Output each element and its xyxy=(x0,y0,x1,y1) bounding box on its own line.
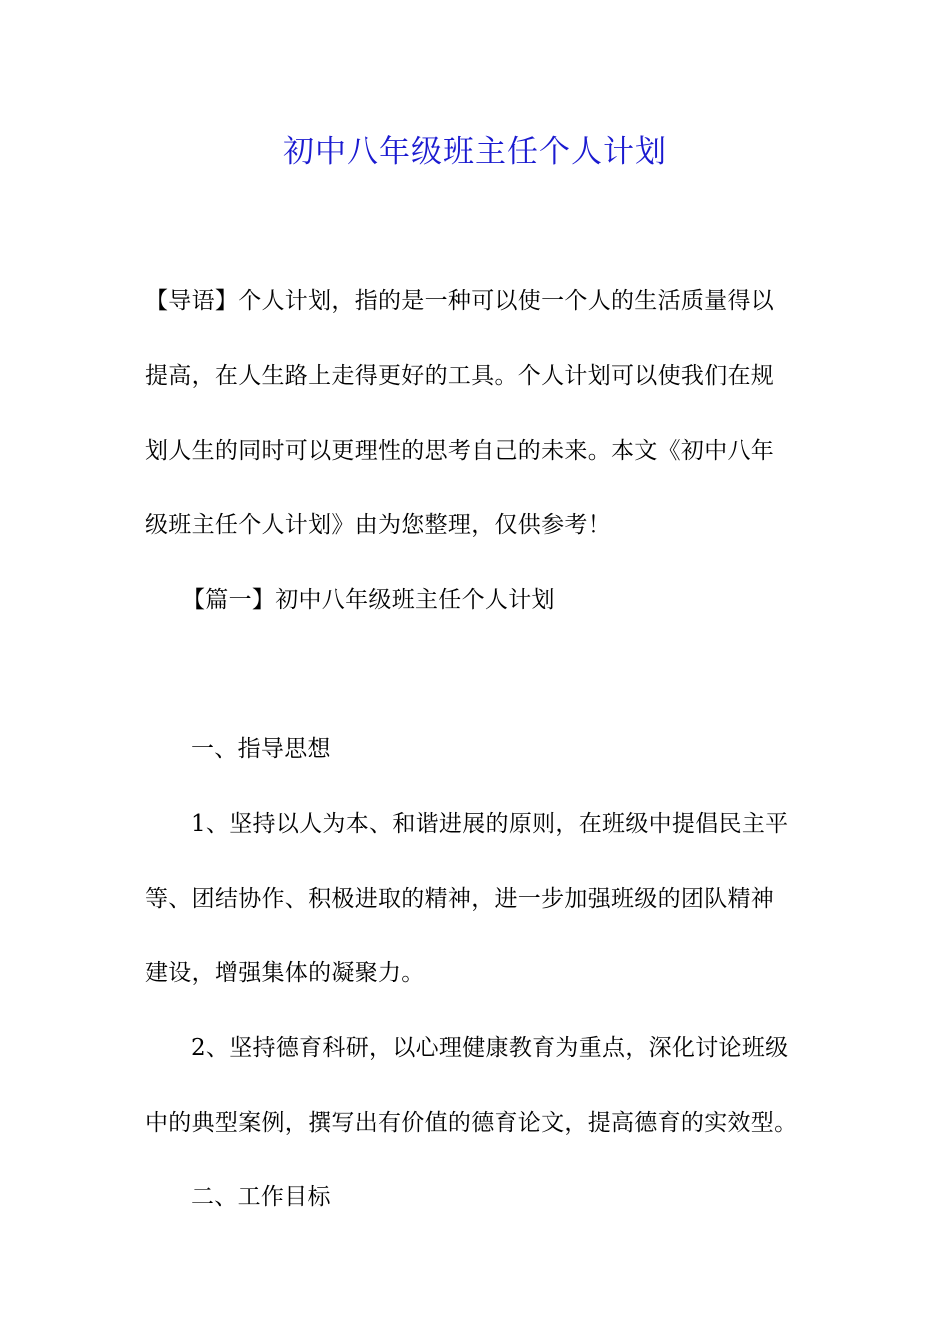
section-heading-part-one: 【篇一】初中八年级班主任个人计划 xyxy=(182,587,555,613)
section-heading-guiding-thought: 一、指导思想 xyxy=(191,736,331,762)
paragraph-1-line-3: 建设，增强集体的凝聚力。 xyxy=(145,960,425,986)
paragraph-1-line-2: 等、团结协作、积极进取的精神，进一步加强班级的团队精神 xyxy=(145,886,775,912)
paragraph-2-line-1: 2、坚持德育科研，以心理健康教育为重点，深化讨论班级 xyxy=(191,1035,789,1061)
intro-line-2: 提高，在人生路上走得更好的工具。个人计划可以使我们在规 xyxy=(145,363,775,389)
paragraph-1-line-1: 1、坚持以人为本、和谐进展的原则，在班级中提倡民主平 xyxy=(191,811,789,837)
section-heading-work-goals: 二、工作目标 xyxy=(191,1184,331,1210)
intro-line-4: 级班主任个人计划》由为您整理，仅供参考！ xyxy=(145,512,611,538)
intro-line-3: 划人生的同时可以更理性的思考自己的未来。本文《初中八年 xyxy=(145,438,775,464)
document-title: 初中八年级班主任个人计划 xyxy=(283,134,667,170)
paragraph-2-line-2: 中的典型案例，撰写出有价值的德育论文，提高德育的实效型。 xyxy=(145,1110,798,1136)
intro-line-1: 【导语】个人计划，指的是一种可以使一个人的生活质量得以 xyxy=(145,288,775,314)
